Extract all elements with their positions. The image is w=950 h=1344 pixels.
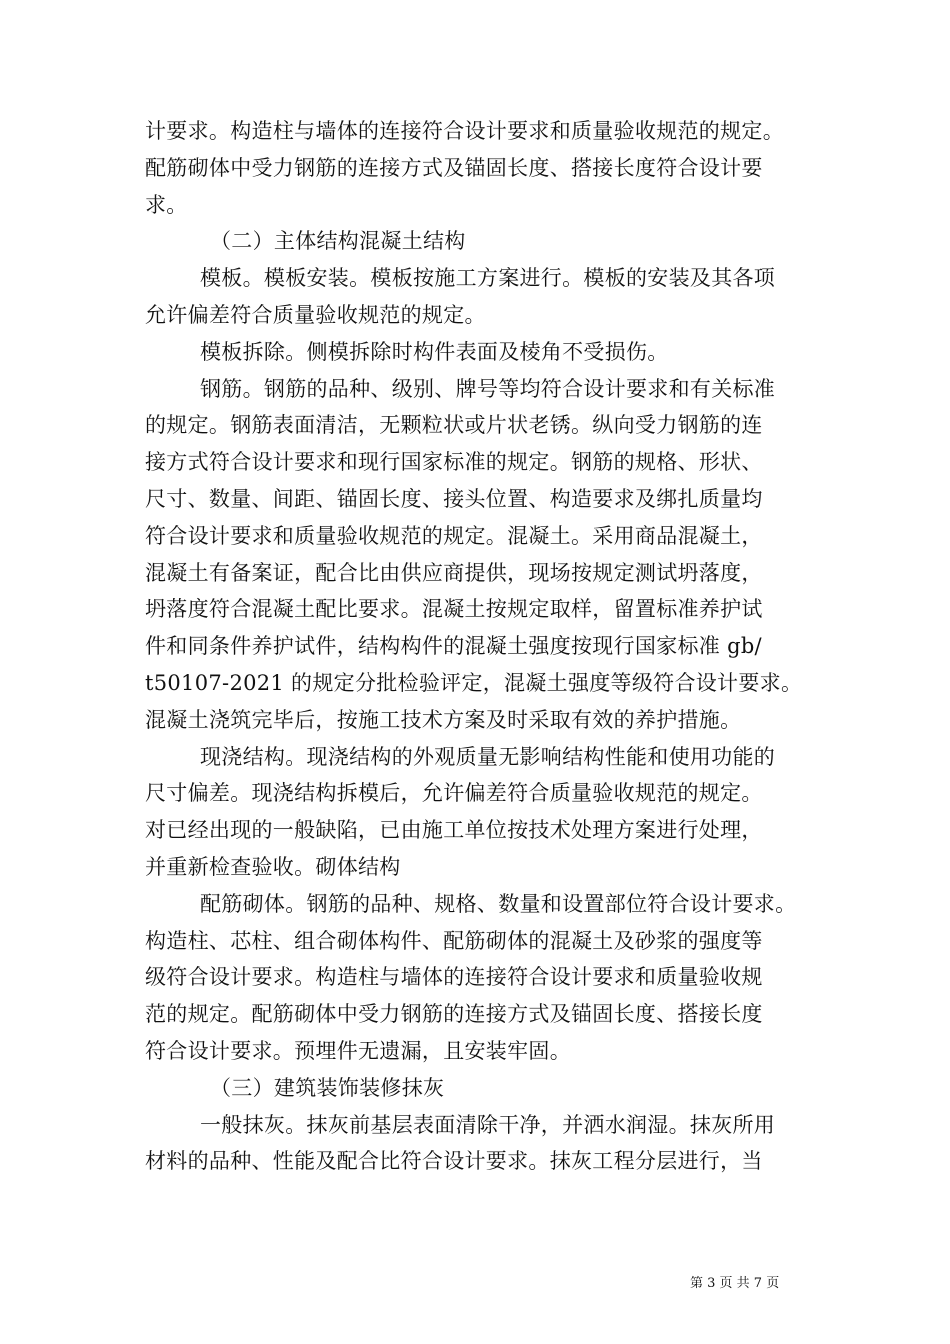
section-heading: （三）建筑装饰装修抹灰 — [210, 1076, 445, 1100]
text-line: 尺寸、数量、间距、锚固长度、接头位置、构造要求及绑扎质量均 — [145, 487, 763, 511]
text-line: 构造柱、芯柱、组合砌体构件、配筋砌体的混凝土及砂浆的强度等 — [145, 929, 763, 953]
text-line: 件和同条件养护试件，结构构件的混凝土强度按现行国家标准 gb/ — [145, 634, 762, 658]
text-line: 求。 — [145, 193, 188, 217]
text-line: t50107-2021 的规定分批检验评定，混凝土强度等级符合设计要求。 — [145, 671, 803, 695]
text-line: 级符合设计要求。构造柱与墙体的连接符合设计要求和质量验收规 — [145, 965, 763, 989]
text-line: 接方式符合设计要求和现行国家标准的规定。钢筋的规格、形状、 — [145, 450, 763, 474]
text-line: 范的规定。配筋砌体中受力钢筋的连接方式及锚固长度、搭接长度 — [145, 1002, 763, 1026]
text-line: 符合设计要求和质量验收规范的规定。混凝土。采用商品混凝土， — [145, 524, 763, 548]
text-line: 配筋砌体中受力钢筋的连接方式及锚固长度、搭接长度符合设计要 — [145, 156, 763, 180]
text-line: 现浇结构。现浇结构的外观质量无影响结构性能和使用功能的 — [200, 745, 776, 769]
text-line: 钢筋。钢筋的品种、级别、牌号等均符合设计要求和有关标准 — [200, 377, 776, 401]
text-line: 坍落度符合混凝土配比要求。混凝土按规定取样，留置标准养护试 — [145, 597, 763, 621]
text-line: 允许偏差符合质量验收规范的规定。 — [145, 303, 486, 327]
text-line: 混凝土浇筑完毕后，按施工技术方案及时采取有效的养护措施。 — [145, 708, 742, 732]
text-line: 模板。模板安装。模板按施工方案进行。模板的安装及其各项 — [200, 266, 776, 290]
text-line: 一般抹灰。抹灰前基层表面清除干净，并洒水润湿。抹灰所用 — [200, 1113, 776, 1137]
text-line: 符合设计要求。预埋件无遗漏，且安装牢固。 — [145, 1039, 571, 1063]
text-line: 模板拆除。侧模拆除时构件表面及棱角不受损伤。 — [200, 340, 669, 364]
text-line: 材料的品种、性能及配合比符合设计要求。抹灰工程分层进行，当 — [145, 1149, 763, 1173]
text-line: 配筋砌体。钢筋的品种、规格、数量和设置部位符合设计要求。 — [200, 892, 797, 916]
page-number-footer: 第 3 页 共 7 页 — [690, 1276, 780, 1291]
text-line: 的规定。钢筋表面清洁，无颗粒状或片状老锈。纵向受力钢筋的连 — [145, 413, 763, 437]
section-heading: （二）主体结构混凝土结构 — [210, 229, 466, 253]
text-line: 计要求。构造柱与墙体的连接符合设计要求和质量验收规范的规定。 — [145, 119, 784, 143]
text-line: 对已经出现的一般缺陷，已由施工单位按技术处理方案进行处理， — [145, 818, 763, 842]
text-line: 混凝土有备案证，配合比由供应商提供，现场按规定测试坍落度， — [145, 561, 763, 585]
text-line: 并重新检查验收。砌体结构 — [145, 855, 401, 879]
text-line: 尺寸偏差。现浇结构拆模后，允许偏差符合质量验收规范的规定。 — [145, 781, 763, 805]
